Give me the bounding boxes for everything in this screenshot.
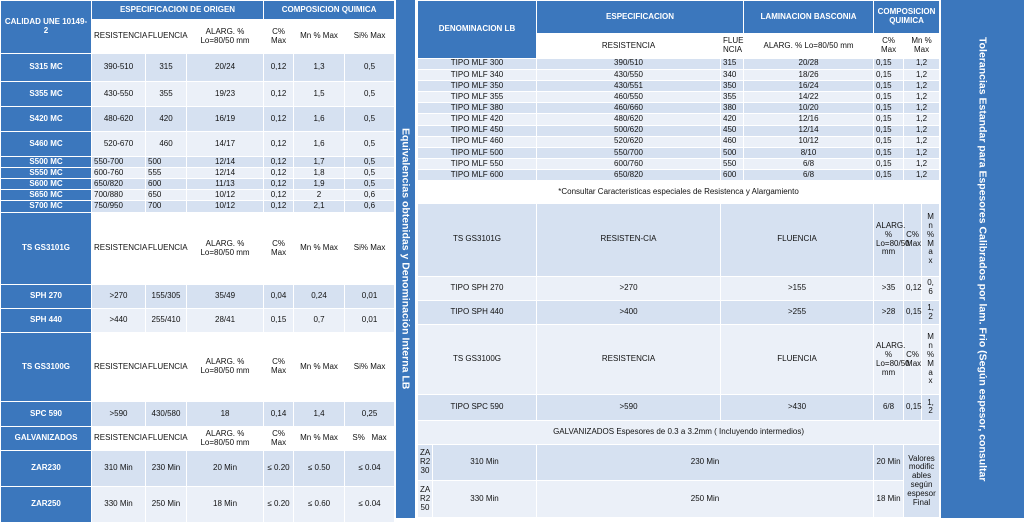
cell-res: 750/950 (92, 201, 146, 213)
cell-alarg: ALARG. % Lo=80/50 mm (187, 213, 264, 285)
cell-flu: FLUENCIA (146, 333, 187, 402)
cell-mn: Mn % Max (294, 427, 345, 451)
lam-header: LAMINACION BASCONIA (744, 1, 874, 34)
cell-c: 0,12 (904, 276, 922, 300)
cell-res: 600-760 (92, 168, 146, 179)
grade-name: SPC 590 (1, 402, 92, 427)
cell-si: 0,01 (345, 285, 395, 309)
table-row (418, 125, 940, 136)
cell-flu: 315 (146, 54, 187, 82)
grade-name: S315 MC (1, 54, 92, 82)
cell-flu: 230 Min (146, 451, 187, 487)
cell-res: RESISTEN-CIA (537, 203, 721, 276)
cell-mn: 0,24 (294, 285, 345, 309)
cell-res: 310 Min (433, 444, 537, 480)
table-row (1, 451, 395, 487)
cell-res: >400 (537, 300, 721, 324)
cell-c: C% Max (264, 333, 294, 402)
cell-res: 520-670 (92, 132, 146, 157)
cell-mn: 1,2 (904, 147, 940, 158)
cell-c: 0,04 (264, 285, 294, 309)
grade-name: TIPO SPH 270 (418, 276, 537, 300)
cell-res: 430/550 (537, 69, 721, 80)
table-row (1, 168, 395, 179)
cell-c: C% Max (904, 325, 922, 395)
table-row (1, 427, 395, 451)
cell-c: 0,12 (264, 82, 294, 107)
table-row (1, 201, 395, 213)
cell-si: ≤ 0.04 (345, 487, 395, 523)
cell-c: 0,12 (264, 168, 294, 179)
cell-res: 550/700 (537, 147, 721, 158)
cell-flu: 600 (146, 179, 187, 190)
equivalencias-band (396, 0, 415, 518)
cell-alarg: 10/12 (187, 201, 264, 213)
cell-res: 430/551 (537, 81, 721, 92)
grade-name: ZA R2 50 (418, 481, 433, 518)
cell-res: 600/760 (537, 159, 721, 170)
grade-name: S700 MC (1, 201, 92, 213)
table-row (418, 170, 940, 181)
cell-c: 0,15 (904, 395, 922, 420)
cell-alarg: 10/12 (187, 190, 264, 201)
cell-si: 0,01 (345, 309, 395, 333)
cell-si: 0,6 (345, 201, 395, 213)
cell-flu: 380 (721, 103, 744, 114)
cell-alarg: 10/12 (744, 136, 874, 147)
cell-mn: 1,7 (294, 157, 345, 168)
table-row (418, 300, 940, 324)
cell-mn: 1,2 (904, 170, 940, 181)
cell-flu: 450 (721, 125, 744, 136)
cell-res: >590 (537, 395, 721, 420)
cell-mn: 1,8 (294, 168, 345, 179)
grade-name: S650 MC (1, 190, 92, 201)
cell-res: 550-700 (92, 157, 146, 168)
table-row (418, 444, 940, 480)
left-sub-c: C% Max (264, 20, 294, 54)
cell-alarg: 20 Min (187, 451, 264, 487)
cell-alarg: ALARG. % Lo=80/50 mm (874, 203, 904, 276)
right-sub-mn: Mn % Max (904, 34, 940, 58)
cell-alarg: 12/14 (744, 125, 874, 136)
table-row (1, 285, 395, 309)
cell-mn: M n % M a x (922, 325, 940, 395)
cell-flu: FLUENCIA (721, 325, 874, 395)
grade-name: TIPO MLF 460 (418, 136, 537, 147)
cell-alarg: 18/26 (744, 69, 874, 80)
spec-name: TS GS3100G (1, 333, 92, 402)
cell-flu: 600 (721, 170, 744, 181)
cell-c: 0,15 (904, 300, 922, 324)
cell-alarg: 19/23 (187, 82, 264, 107)
cell-alarg: 12/16 (744, 114, 874, 125)
table-row (418, 325, 940, 395)
table-row (418, 58, 940, 69)
cell-flu: 350 (721, 81, 744, 92)
cell-c: 0,12 (264, 54, 294, 82)
cell-mn: 0,7 (294, 309, 345, 333)
cell-c: 0,15 (874, 58, 904, 69)
table-row (1, 487, 395, 523)
grade-name: TIPO MLF 300 (418, 58, 537, 69)
cell-flu: 420 (721, 114, 744, 125)
cell-flu: 460 (721, 136, 744, 147)
cell-c: 0,12 (264, 190, 294, 201)
cell-c: C% Max (264, 427, 294, 451)
cell-mn: ≤ 0.60 (294, 487, 345, 523)
grade-name: S420 MC (1, 107, 92, 132)
cell-res: 650/820 (92, 179, 146, 190)
cell-si: 0,6 (345, 190, 395, 201)
left-sub-alarg: ALARG. % Lo=80/50 mm (187, 20, 264, 54)
cell-si: 0,5 (345, 82, 395, 107)
cell-mn: 1,2 (904, 58, 940, 69)
grade-name: TIPO MLF 380 (418, 103, 537, 114)
valores-note: Valores modific ables según espesor Final (904, 444, 940, 517)
cell-c: 0,14 (264, 402, 294, 427)
cell-si: 0,5 (345, 179, 395, 190)
table-row (1, 132, 395, 157)
cell-res: 310 Min (92, 451, 146, 487)
cell-c: C% Max (264, 213, 294, 285)
grade-name: ZAR250 (1, 487, 92, 523)
cell-flu: FLUENCIA (146, 213, 187, 285)
cell-alarg: 20 Min (874, 444, 904, 480)
cell-c: 0,15 (264, 309, 294, 333)
cell-alarg: ALARG. % Lo=80/50 mm (187, 333, 264, 402)
table-row (1, 309, 395, 333)
cell-res: 460/660 (537, 103, 721, 114)
right-sub-res: RESISTENCIA (537, 34, 721, 58)
cell-si: 0,5 (345, 132, 395, 157)
tolerancias-band-text: Tolerancias Estandar para Espesores Calibrados por lam. Frio (Según espesor, consultar (976, 36, 989, 482)
cell-flu: >430 (721, 395, 874, 420)
cell-c: ≤ 0.20 (264, 487, 294, 523)
grade-name: TIPO MLF 350 (418, 81, 537, 92)
cell-flu: 255/410 (146, 309, 187, 333)
grade-name: TIPO SPC 590 (418, 395, 537, 420)
right-sub-alarg: ALARG. % Lo=80/50 mm (744, 34, 874, 58)
cell-flu: 315 (721, 58, 744, 69)
table-row (418, 136, 940, 147)
cell-alarg: 20/28 (744, 58, 874, 69)
grade-name: TIPO MLF 550 (418, 159, 537, 170)
table-row (418, 69, 940, 80)
cell-c: 0,12 (264, 107, 294, 132)
cell-mn: ≤ 0.50 (294, 451, 345, 487)
cell-alarg: 14/17 (187, 132, 264, 157)
grade-name: ZA R2 30 (418, 444, 433, 480)
cell-mn: M n % M a x (922, 203, 940, 276)
tolerancias-band (941, 0, 1024, 518)
table-row (418, 159, 940, 170)
cell-alarg: 35/49 (187, 285, 264, 309)
table-row (1, 179, 395, 190)
spec-name: TS GS3101G (1, 213, 92, 285)
cell-c: 0,15 (874, 125, 904, 136)
cell-res: >590 (92, 402, 146, 427)
cell-res: >270 (537, 276, 721, 300)
cell-res: >440 (92, 309, 146, 333)
cell-c: 0,15 (874, 159, 904, 170)
cell-alarg: 11/13 (187, 179, 264, 190)
right-sub-flu: FLUE NCIA (721, 34, 744, 58)
left-sub-mn: Mn % Max (294, 20, 345, 54)
cell-flu: >155 (721, 276, 874, 300)
cell-alarg: 18 Min (874, 481, 904, 518)
cell-res: 460/550 (537, 92, 721, 103)
table-row (1, 333, 395, 402)
cell-mn: 1,6 (294, 132, 345, 157)
cell-alarg: 12/14 (187, 168, 264, 179)
table-row (1, 157, 395, 168)
grade-name: TIPO MLF 500 (418, 147, 537, 158)
cell-res: 390/510 (537, 58, 721, 69)
cell-si: 0,5 (345, 54, 395, 82)
cell-si-max: Max (371, 433, 387, 443)
cell-mn: 2,1 (294, 201, 345, 213)
left-sub-si: Si% Max (345, 20, 395, 54)
cell-res: RESISTENCIA (92, 213, 146, 285)
cell-mn: 1,2 (904, 114, 940, 125)
cell-flu: FLUENCIA (146, 427, 187, 451)
grade-name: SPH 440 (1, 309, 92, 333)
left-sub-res: RESISTENCIA (92, 20, 146, 54)
table-row (1, 54, 395, 82)
table-row (418, 276, 940, 300)
table-row (418, 395, 940, 420)
cell-alarg: ALARG. % Lo=80/50 mm (874, 325, 904, 395)
cell-alarg: 28/41 (187, 309, 264, 333)
cell-alarg: 6/8 (874, 395, 904, 420)
grade-name: TIPO MLF 420 (418, 114, 537, 125)
cell-mn: 1,3 (294, 54, 345, 82)
cell-si: ≤ 0.04 (345, 451, 395, 487)
cell-alarg: ALARG. % Lo=80/50 mm (187, 427, 264, 451)
grade-name: S600 MC (1, 179, 92, 190)
cell-mn: 1,6 (294, 107, 345, 132)
cell-flu: 460 (146, 132, 187, 157)
cell-flu: 555 (146, 168, 187, 179)
cell-alarg: 14/22 (744, 92, 874, 103)
cell-alarg: 6/8 (744, 159, 874, 170)
grade-name: S550 MC (1, 168, 92, 179)
cell-res: 330 Min (92, 487, 146, 523)
grade-name: S355 MC (1, 82, 92, 107)
grade-name: TIPO MLF 450 (418, 125, 537, 136)
cell-mn: 1,2 (904, 69, 940, 80)
cell-res: >270 (92, 285, 146, 309)
cell-res: 520/620 (537, 136, 721, 147)
note-text: *Consultar Caracteristicas especiales de Resistenca y Alargamiento (418, 181, 940, 203)
left-corner-header: CALIDAD UNE 10149-2 (1, 1, 92, 54)
cell-flu: 500 (146, 157, 187, 168)
cell-c: 0,12 (264, 132, 294, 157)
cell-c: 0,15 (874, 92, 904, 103)
table-row (418, 81, 940, 92)
table-row (418, 203, 940, 276)
cell-res: 430-550 (92, 82, 146, 107)
spec-name: TS GS3100G (418, 325, 537, 395)
cell-si: Si% Max (345, 213, 395, 285)
cell-mn: 1,2 (904, 136, 940, 147)
cell-flu: 250 Min (537, 481, 874, 518)
cell-flu: 430/580 (146, 402, 187, 427)
cell-si-label: S% (352, 433, 365, 443)
cell-si: 0,25 (345, 402, 395, 427)
cell-res: 500/620 (537, 125, 721, 136)
cell-c: C% Max (904, 203, 922, 276)
cell-c: 0,15 (874, 114, 904, 125)
cell-alarg: 8/10 (744, 147, 874, 158)
galvanizados-note: GALVANIZADOS Espesores de 0.3 a 3.2mm ( Incluyendo intermedios) (418, 420, 940, 444)
cell-alarg: 16/19 (187, 107, 264, 132)
cell-si: 0,5 (345, 107, 395, 132)
cell-flu: 420 (146, 107, 187, 132)
cell-res: RESISTENCIA (92, 427, 146, 451)
grade-name: S460 MC (1, 132, 92, 157)
grade-name: TIPO SPH 440 (418, 300, 537, 324)
cell-c: 0,15 (874, 170, 904, 181)
table-row (1, 213, 395, 285)
cell-alarg: 6/8 (744, 170, 874, 181)
cell-c: 0,15 (874, 81, 904, 92)
cell-flu: >255 (721, 300, 874, 324)
table-row (1, 402, 395, 427)
cell-res: 650/820 (537, 170, 721, 181)
left-table (0, 0, 395, 523)
cell-alarg: >35 (874, 276, 904, 300)
cell-si (345, 427, 395, 451)
grade-name: TIPO MLF 600 (418, 170, 537, 181)
table-row (418, 103, 940, 114)
denom-header: DENOMINACION LB (418, 1, 537, 59)
cell-res: 330 Min (433, 481, 537, 518)
cell-flu: 700 (146, 201, 187, 213)
cell-mn: 1,2 (904, 125, 940, 136)
cell-c: 0,12 (264, 179, 294, 190)
right-spec-header: ESPECIFICACION (537, 1, 744, 34)
cell-flu: 355 (721, 92, 744, 103)
cell-res: 480/620 (537, 114, 721, 125)
cell-flu: 230 Min (537, 444, 874, 480)
cell-mn: 1, 2 (922, 395, 940, 420)
cell-res: RESISTENCIA (537, 325, 721, 395)
cell-c: 0,12 (264, 157, 294, 168)
right-comp-header: COMPOSICION QUIMICA (874, 1, 940, 34)
cell-alarg: 18 Min (187, 487, 264, 523)
cell-mn: 2 (294, 190, 345, 201)
cell-res: 390-510 (92, 54, 146, 82)
table-row (1, 82, 395, 107)
cell-alarg: 20/24 (187, 54, 264, 82)
equivalencias-band-text: Equivalencias obtenidas y Denominación Interna LB (399, 128, 412, 390)
grade-name: SPH 270 (1, 285, 92, 309)
cell-flu: 340 (721, 69, 744, 80)
right-table (417, 0, 940, 518)
grade-name: S500 MC (1, 157, 92, 168)
cell-mn: 1, 2 (922, 300, 940, 324)
cell-flu: FLUENCIA (721, 203, 874, 276)
cell-si: 0,5 (345, 157, 395, 168)
grade-name: TIPO MLF 340 (418, 69, 537, 80)
cell-mn: 1,2 (904, 81, 940, 92)
cell-mn: 1,2 (904, 92, 940, 103)
cell-alarg: 18 (187, 402, 264, 427)
cell-flu: 650 (146, 190, 187, 201)
cell-si: 0,5 (345, 168, 395, 179)
cell-flu: 500 (721, 147, 744, 158)
left-spec-header: ESPECIFICACION DE ORIGEN (92, 1, 264, 20)
left-comp-header: COMPOSICION QUIMICA (264, 1, 395, 20)
cell-c: ≤ 0.20 (264, 451, 294, 487)
table-row (418, 114, 940, 125)
table-row (1, 107, 395, 132)
cell-flu: 250 Min (146, 487, 187, 523)
cell-alarg: 16/24 (744, 81, 874, 92)
cell-c: 0,15 (874, 69, 904, 80)
cell-flu: 355 (146, 82, 187, 107)
cell-c: 0,15 (874, 147, 904, 158)
left-sub-flu: FLUENCIA (146, 20, 187, 54)
cell-mn: 0, 6 (922, 276, 940, 300)
cell-alarg: >28 (874, 300, 904, 324)
cell-mn: 1,2 (904, 159, 940, 170)
table-row (418, 92, 940, 103)
table-row (418, 481, 940, 518)
spec-name: GALVANIZADOS (1, 427, 92, 451)
spec-name: TS GS3101G (418, 203, 537, 276)
cell-mn: Mn % Max (294, 213, 345, 285)
cell-mn: Mn % Max (294, 333, 345, 402)
cell-res: 480-620 (92, 107, 146, 132)
grade-name: ZAR230 (1, 451, 92, 487)
cell-flu: 155/305 (146, 285, 187, 309)
cell-si: Si% Max (345, 333, 395, 402)
cell-mn: 1,4 (294, 402, 345, 427)
cell-mn: 1,5 (294, 82, 345, 107)
cell-c: 0,15 (874, 103, 904, 114)
cell-alarg: 12/14 (187, 157, 264, 168)
cell-c: 0,15 (874, 136, 904, 147)
table-row (418, 147, 940, 158)
cell-res: 700/880 (92, 190, 146, 201)
grade-name: TIPO MLF 355 (418, 92, 537, 103)
cell-alarg: 10/20 (744, 103, 874, 114)
cell-mn: 1,2 (904, 103, 940, 114)
table-row (1, 190, 395, 201)
right-sub-c: C% Max (874, 34, 904, 58)
cell-flu: 550 (721, 159, 744, 170)
cell-mn: 1,9 (294, 179, 345, 190)
cell-res: RESISTENCIA (92, 333, 146, 402)
cell-c: 0,12 (264, 201, 294, 213)
